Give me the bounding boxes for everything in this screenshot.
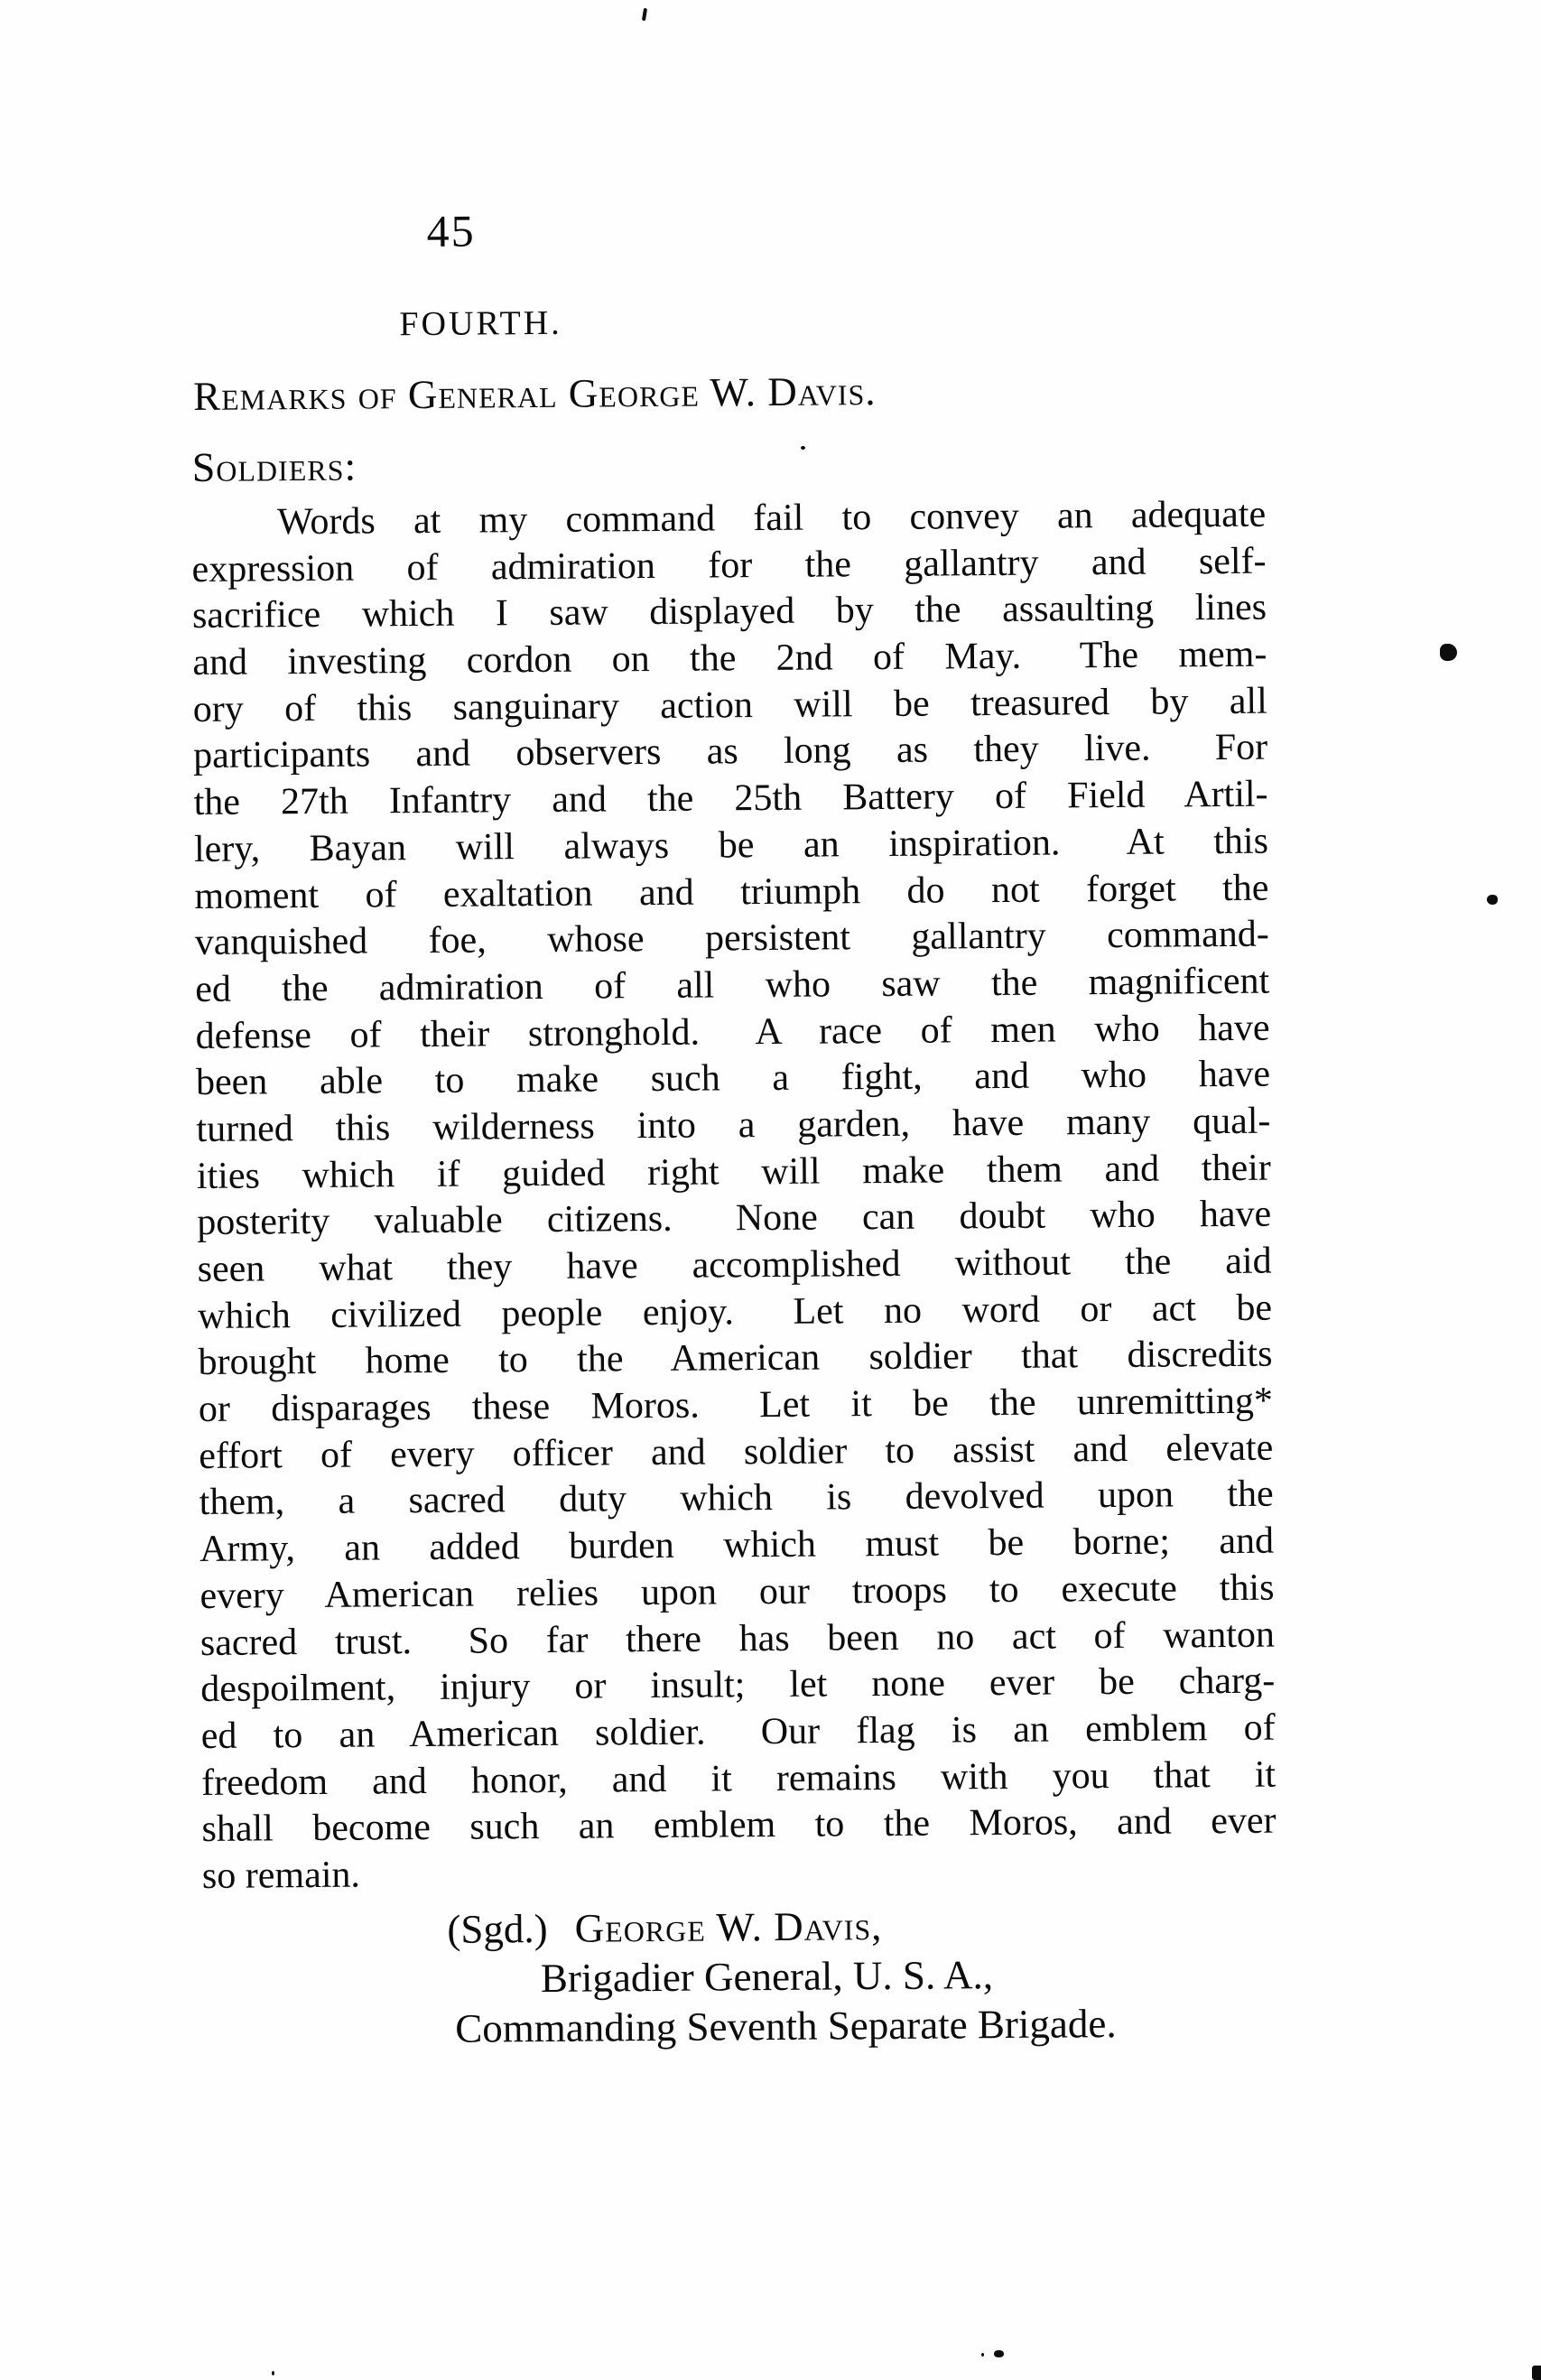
page-number: 45 bbox=[426, 205, 476, 256]
body-text-line: effort of every officer and soldier to assist and elevate bbox=[199, 1427, 1274, 1477]
section-heading: FOURTH. bbox=[399, 303, 562, 344]
signature-line-name bbox=[447, 1902, 882, 1953]
body-text-line: expression of admiration for the gallantry and self- bbox=[191, 540, 1267, 590]
ink-speck bbox=[981, 2353, 984, 2357]
body-text-line: moment of exaltation and triumph do not forget the bbox=[194, 867, 1269, 917]
ink-speck bbox=[994, 2350, 1004, 2357]
body-text-line: Words at my command fail to convey an adequate bbox=[276, 493, 1267, 544]
body-text-line: participants and observers as long as they live. For bbox=[193, 727, 1268, 777]
body-text-line: lery, Bayan will always be an inspiration. At this bbox=[193, 820, 1269, 870]
body-text-line: been able to make such a fight, and who have bbox=[195, 1053, 1271, 1104]
ink-speck bbox=[1440, 644, 1457, 661]
body-text-line: vanquished foe, whose persistent gallantry command- bbox=[194, 913, 1269, 964]
body-text-line: ed to an American soldier. Our flag is an emblem of bbox=[200, 1706, 1276, 1757]
document-title: Remarks of General George W. Davis. bbox=[192, 368, 877, 419]
body-text-line: or disparages these Moros. Let it be the unremitting* bbox=[198, 1380, 1274, 1431]
body-text-line: posterity valuable citizens. None can doubt who have bbox=[197, 1193, 1272, 1244]
body-text-line: defense of their stronghold. A race of men who have bbox=[195, 1007, 1270, 1057]
body-text-line: Army, an added burden which must be borne; and bbox=[199, 1520, 1275, 1571]
body-text-line: sacrifice which I saw displayed by the assaulting lines bbox=[191, 587, 1267, 637]
body-text-line: freedom and honor, and it remains with you that it bbox=[200, 1753, 1276, 1804]
body-paragraph bbox=[191, 492, 1276, 1901]
body-text-line: so remain. bbox=[201, 1854, 361, 1897]
body-text-line: ory of this sanguinary action will be treasured by all bbox=[192, 680, 1267, 730]
body-text-line: ities which if guided right will make them and their bbox=[196, 1147, 1272, 1197]
body-text-line: them, a sacred duty which is devolved upon the bbox=[199, 1474, 1274, 1524]
signatory-name: George W. Davis, bbox=[574, 1903, 883, 1951]
body-text-line: which civilized people enjoy. Let no word or act be bbox=[197, 1287, 1273, 1337]
body-text-line: brought home to the American soldier that discredits bbox=[198, 1334, 1273, 1384]
signature-line-command: Commanding Seventh Separate Brigade. bbox=[455, 2001, 1117, 2051]
body-text-line: seen what they have accomplished without the aid bbox=[197, 1240, 1272, 1290]
ink-speck bbox=[272, 2371, 274, 2375]
ink-speck bbox=[801, 446, 805, 450]
ink-speck bbox=[1532, 2366, 1541, 2380]
signature-line-rank: Brigadier General, U. S. A., bbox=[540, 1952, 994, 2002]
body-text-line: every American relies upon our troops to execute this bbox=[200, 1567, 1275, 1617]
body-text-line: despoilment, injury or insult; let none ever be charg- bbox=[200, 1659, 1276, 1711]
body-text-line: shall become such an emblem to the Moros, and ever bbox=[201, 1799, 1276, 1851]
ink-speck bbox=[1487, 895, 1498, 905]
body-text-line: sacred trust. So far there has been no act of wanton bbox=[200, 1613, 1276, 1664]
signed-abbreviation: (Sgd.) bbox=[447, 1905, 548, 1952]
salutation: Soldiers: bbox=[191, 442, 357, 491]
body-text-line: turned this wilderness into a garden, have many qual- bbox=[196, 1100, 1271, 1150]
body-text-line: and investing cordon on the 2nd of May. The mem- bbox=[192, 633, 1267, 684]
body-text-line: ed the admiration of all who saw the magnificent bbox=[195, 960, 1270, 1010]
body-text-line: the 27th Infantry and the 25th Battery of Field Artil- bbox=[193, 773, 1268, 824]
